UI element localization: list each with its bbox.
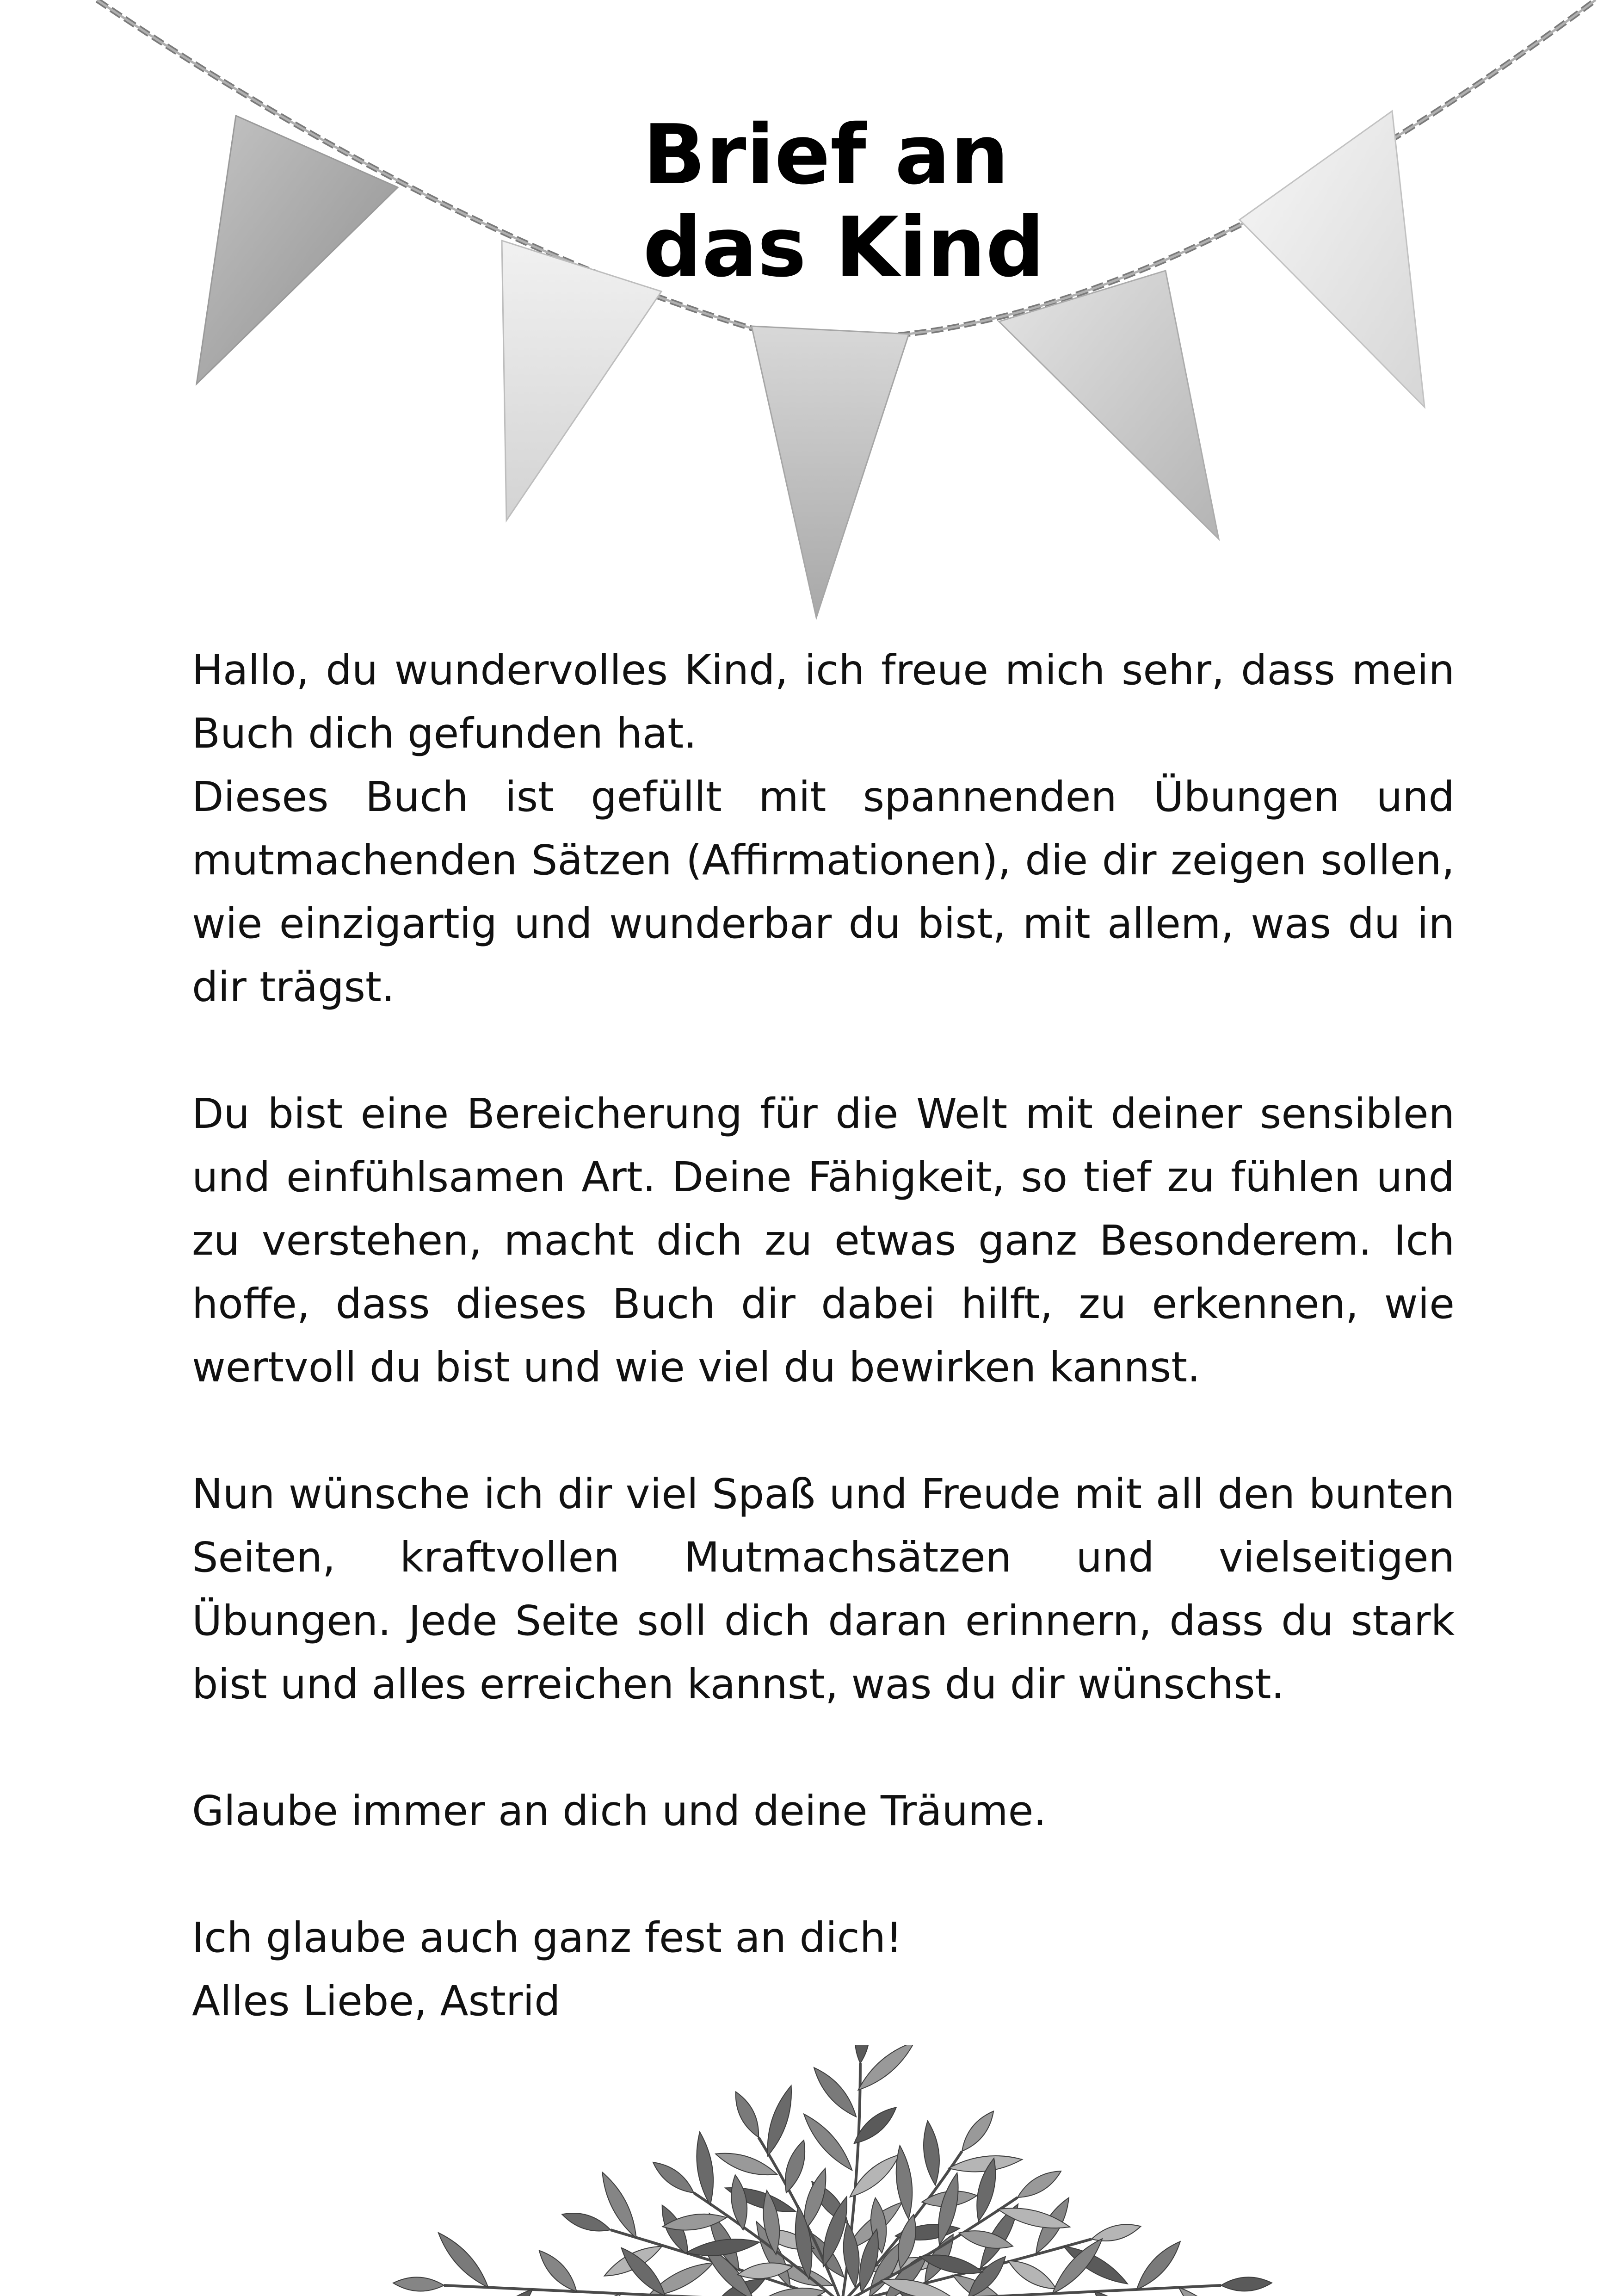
leaf-shape — [649, 2157, 698, 2198]
letter-closing: Ich glaube auch ganz fest an dich! — [192, 1913, 902, 1962]
page-title — [643, 109, 1105, 294]
leaf-shape — [729, 2089, 765, 2141]
bunting-flag-1 — [197, 116, 398, 384]
letter-paragraph-1: Hallo, du wundervolles Kind, ich freue mich sehr, dass mein Buch dich gefunden hat. — [192, 646, 1455, 757]
leaf-shape — [845, 2149, 904, 2203]
leaf-shape — [808, 2063, 862, 2122]
title-line-1: Brief an — [643, 107, 1009, 203]
letter-body — [192, 638, 1455, 2033]
leaf-shape — [920, 2120, 943, 2186]
leaf-shape — [1131, 2236, 1186, 2294]
leaf-shape — [1221, 2276, 1272, 2292]
leaf-shape — [728, 2174, 751, 2231]
foliage-illustration — [0, 2045, 1616, 2296]
leaf-shape — [393, 2276, 444, 2292]
bunting-flag-5 — [1240, 111, 1425, 407]
leaf-shape — [849, 2102, 901, 2149]
leaf-shape — [853, 2045, 871, 2064]
leaf-shape — [1014, 2165, 1065, 2203]
letter-paragraph-2: Dieses Buch ist gefüllt mit spannenden Übungen und mutmachenden Sätzen (Affirmationen), die dir zeigen sollen, wie einzigartig und wunderbar du bist, mit allem, was du in dir trägst. — [192, 773, 1455, 1011]
leaf-shape — [433, 2228, 493, 2292]
leaf-shape — [798, 2109, 857, 2175]
letter-paragraph-5: Glaube immer an dich und deine Träume. — [192, 1787, 1047, 1835]
leaf-shape — [761, 2083, 798, 2158]
bunting-flag-4 — [999, 271, 1219, 539]
paragraph-spacer — [192, 1716, 1455, 1779]
paragraph-spacer — [192, 1399, 1455, 1462]
leaf-shape — [956, 2107, 999, 2155]
leaf-shape — [560, 2208, 613, 2236]
bunting-garland-illustration — [0, 0, 1616, 629]
leaf-shape — [534, 2246, 582, 2296]
bunting-flag-3 — [752, 326, 909, 618]
paragraph-spacer — [192, 1019, 1455, 1082]
letter-signature: Alles Liebe, Astrid — [192, 1977, 561, 2025]
title-line-2: das Kind — [643, 199, 1045, 295]
letter-paragraph-4: Nun wünsche ich dir viel Spaß und Freude mit all den bunten Seiten, kraftvollen Mutmachsätzen und vielseitigen Übungen. Jede Seite soll dich daran erinnern, dass du stark bist und alles erreichen kannst, was du dir wünschst. — [192, 1470, 1455, 1708]
letter-paragraph-3: Du bist eine Bereicherung für die Welt mit deiner sensiblen und einfühlsamen Art. Deine Fähigkeit, so tief zu fühlen und zu verstehen, macht dich zu etwas ganz Besonderem. Ich hoffe, dass dieses Buch dir dabei hilft, zu erkennen, wie wertvoll du bist und wie viel du bewirken kannst. — [192, 1089, 1455, 1391]
paragraph-spacer — [192, 1843, 1455, 1906]
leaf-shape — [779, 2138, 811, 2195]
bunting-flag-2 — [502, 241, 661, 520]
